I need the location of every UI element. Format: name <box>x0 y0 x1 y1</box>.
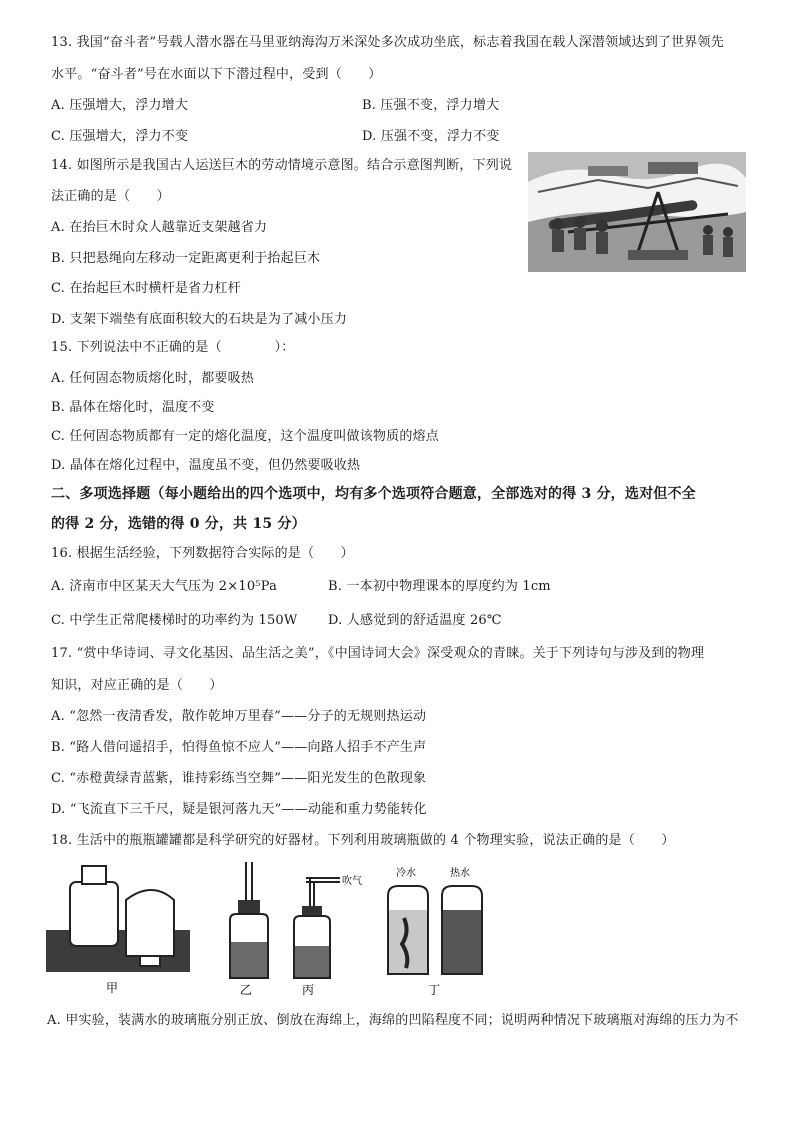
q16-stem: 16. 根据生活经验，下列数据符合实际的是（ ） <box>51 546 354 561</box>
section2-heading-line2: 的得 2 分，选错的得 0 分，共 15 分） <box>51 516 306 532</box>
q13-stem-line2: 水平。“奋斗者”号在水面以下下潜过程中，受到（ ） <box>51 67 382 82</box>
q13-option-a: A. 压强增大，浮力增大 <box>51 98 189 113</box>
q14-stem-line1: 14. 如图所示是我国古人运送巨木的劳动情境示意图。结合示意图判断，下列说 <box>51 158 513 173</box>
fig-label-ding: 丁 <box>428 983 441 997</box>
q15-option-b: B. 晶体在熔化时，温度不变 <box>51 400 215 415</box>
q18-figure-ding-cold-hot-water <box>380 860 500 1000</box>
q16-option-d: D. 人感觉到的舒适温度 26℃ <box>328 613 502 628</box>
hot-water-label: 热水 <box>450 868 470 879</box>
q14-option-b: B. 只把悬绳向左移动一定距离更利于抬起巨木 <box>51 251 321 266</box>
q15-option-d: D. 晶体在熔化过程中，温度虽不变，但仍然要吸收热 <box>51 458 361 473</box>
q17-stem-line2: 知识，对应正确的是（ ） <box>51 678 223 693</box>
q14-option-c: C. 在抬起巨木时横杆是省力杠杆 <box>51 281 241 296</box>
q14-option-a: A. 在抬巨木时众人越靠近支架越省力 <box>51 220 268 235</box>
q15-stem: 15. 下列说法中不正确的是（ ）： <box>51 340 295 355</box>
cold-water-label: 冷水 <box>396 868 416 879</box>
q17-option-d: D. “飞流直下三千尺，疑是银河落九天”——动能和重力势能转化 <box>51 802 427 817</box>
q16-option-a: A. 济南市中区某天大气压为 2×10⁵Pa <box>51 579 278 594</box>
q17-option-c: C. “赤橙黄绿青蓝紫，谁持彩练当空舞”——阳光发生的色散现象 <box>51 771 427 786</box>
fig-label-jia: 甲 <box>106 981 119 995</box>
q18-figure-jia-sponge-bottles <box>44 860 194 1000</box>
q14-option-d: D. 支架下端垫有底面积较大的石块是为了减小压力 <box>51 312 348 327</box>
q16-option-c: C. 中学生正常爬楼梯时的功率约为 150W <box>51 613 298 628</box>
q13-option-d: D. 压强不变，浮力不变 <box>362 129 500 144</box>
fig-label-bing: 丙 <box>302 983 315 997</box>
q14-stem-line2: 法正确的是（ ） <box>51 189 170 204</box>
q13-option-c: C. 压强增大，浮力不变 <box>51 129 189 144</box>
q18-figure-bing-blow-tube <box>290 860 370 1000</box>
q17-option-a: A. “忽然一夜清香发，散作乾坤万里春”——分子的无规则热运动 <box>51 709 427 724</box>
q13-stem-line1: 13. 我国“奋斗者”号载人潜水器在马里亚纳海沟万米深处多次成功坐底，标志着我国在载人深潜领域达到了世界领先 <box>51 35 724 50</box>
q18-figure-yi-bottle-tube <box>222 860 282 1000</box>
q15-option-c: C. 任何固态物质都有一定的熔化温度，这个温度叫做该物质的熔点 <box>51 429 439 444</box>
fig-label-yi: 乙 <box>240 983 253 997</box>
q16-option-b: B. 一本初中物理课本的厚度约为 1cm <box>328 579 551 594</box>
q17-stem-line1: 17. “赏中华诗词、寻文化基因、品生活之美”，《中国诗词大会》深受观众的青睐。关于下列诗句与涉及到的物理 <box>51 646 705 661</box>
q13-option-b: B. 压强不变，浮力增大 <box>362 98 500 113</box>
q14-log-transport-illustration <box>528 152 746 272</box>
q18-stem: 18. 生活中的瓶瓶罐罐都是科学研究的好器材。下列利用玻璃瓶做的 4 个物理实验，说法正确的是（ ） <box>51 833 675 848</box>
q15-option-a: A. 任何固态物质熔化时，都要吸热 <box>51 371 255 386</box>
section2-heading-line1: 二、多项选择题（每小题给出的四个选项中，均有多个选项符合题意，全部选对的得 3 分，选对但不全 <box>51 486 696 502</box>
q17-option-b: B. “路人借问遥招手，怕得鱼惊不应人”——向路人招手不产生声 <box>51 740 427 755</box>
q18-option-a: A. 甲实验，装满水的玻璃瓶分别正放、倒放在海绵上，海绵的凹陷程度不同；说明两种情况下玻璃瓶对海绵的压力为不 <box>47 1013 739 1028</box>
blow-label: 吹气 <box>342 876 362 887</box>
